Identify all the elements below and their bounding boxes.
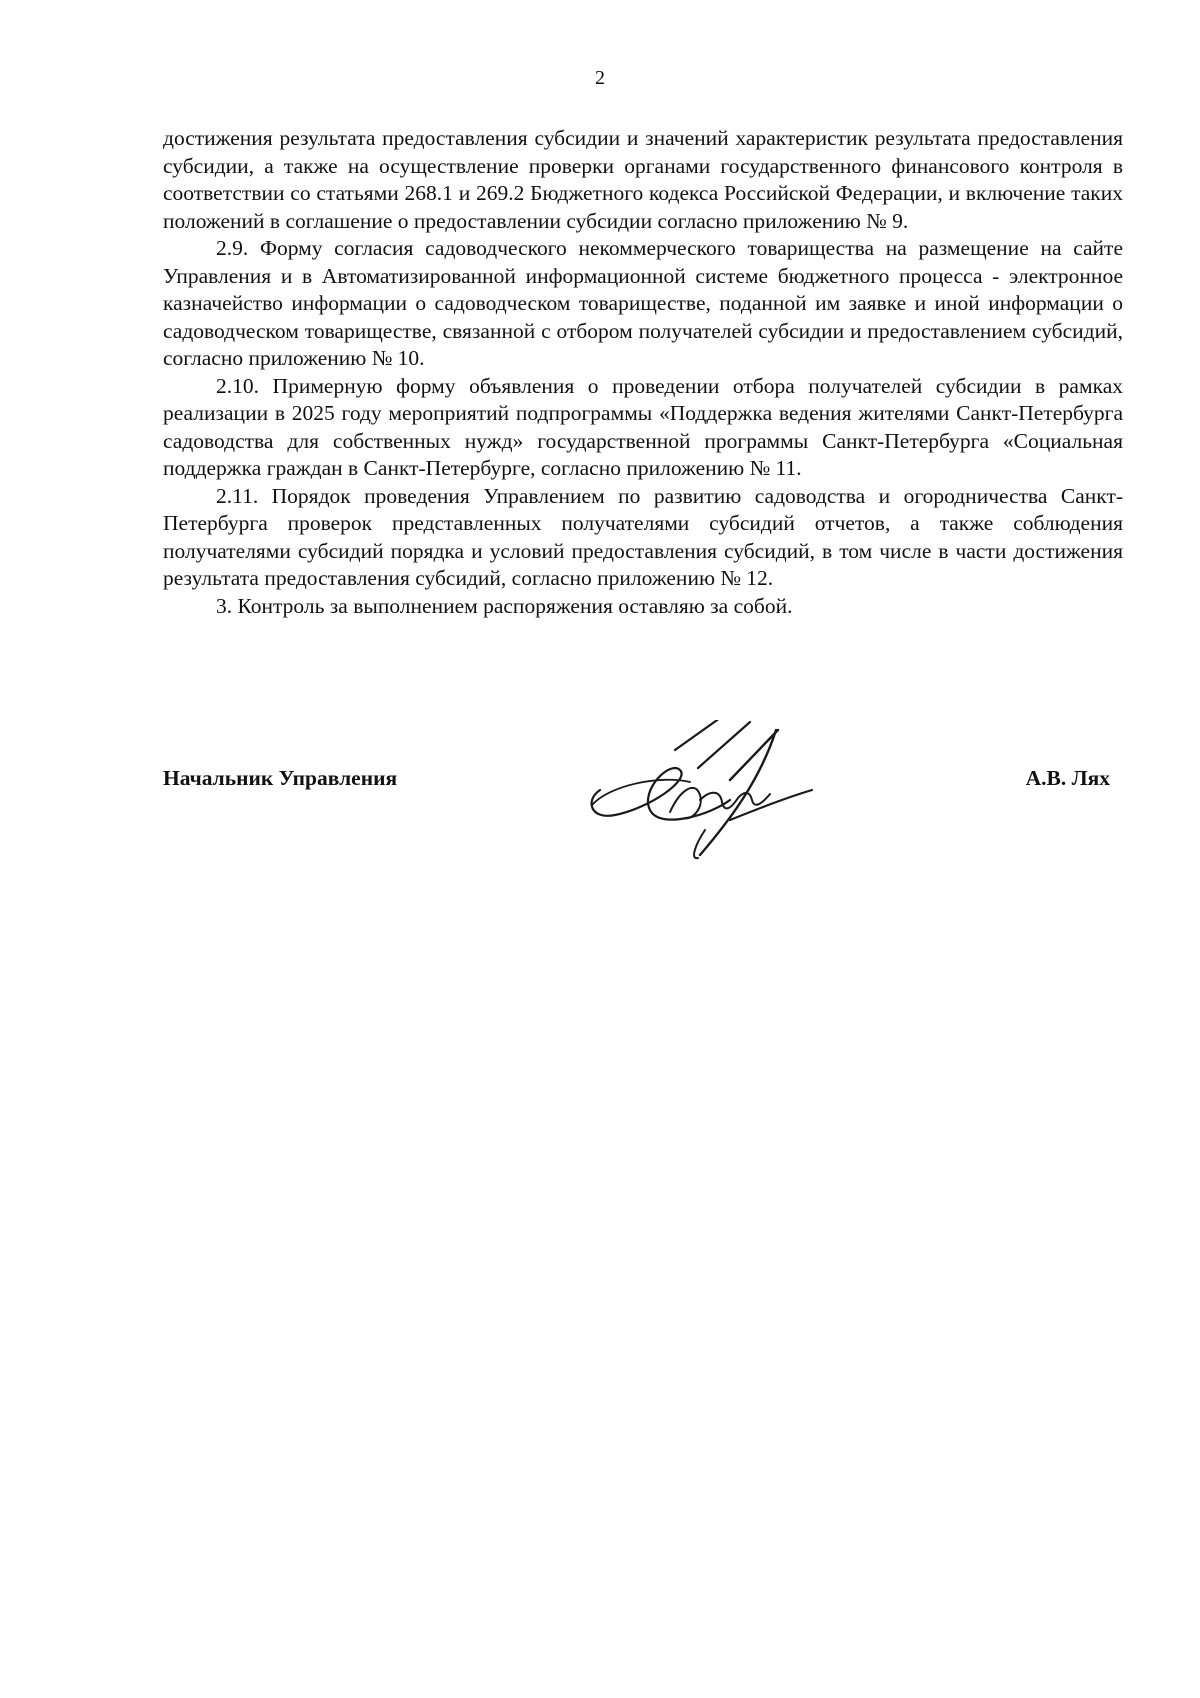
- page-number: 2: [595, 67, 605, 89]
- paragraph-continuation: достижения результата предоставления субсидии и значений характеристик результата предоставления субсидии, а также на осуществление проверки органами государственного финансового контроля в соответствии со статьями 268.1 и 269.2 Бюджетного кодекса Российской Федерации, и включение таких положений в соглашение о предоставлении субсидии согласно приложению № 9.: [163, 126, 1123, 233]
- paragraph-2-11: 2.11. Порядок проведения Управлением по развитию садоводства и огородничества Санкт-Петербурга проверок представленных получателями субсидий отчетов, а также соблюдения получателями субсидий порядка и условий предоставления субсидий, в том числе в части достижения результата предоставления субсидий, согласно приложению № 12.: [163, 483, 1123, 590]
- handwritten-signature: [580, 720, 850, 870]
- paragraph-3: 3. Контроль за выполнением распоряжения оставляю за собой.: [216, 593, 793, 618]
- signatory-name: А.В. Лях: [1025, 766, 1110, 790]
- paragraph-2-9: 2.9. Форму согласия садоводческого некоммерческого товарищества на размещение на сайте Управления и в Автоматизированной информационной системе бюджетного процесса - электронное казначейство информации о садоводческом товариществе, поданной им заявке и иной информации о садоводческом товариществе, связанной с отбором получателей субсидии и предоставлением субсидий, согласно приложению № 10.: [163, 236, 1123, 370]
- paragraph-2-10: 2.10. Примерную форму объявления о проведении отбора получателей субсидии в рамках реализации в 2025 году мероприятий подпрограммы «Поддержка ведения жителями Санкт-Петербурга садоводства для собственных нужд» государственной программы Санкт-Петербурга «Социальная поддержка граждан в Санкт-Петербурге, согласно приложению № 11.: [163, 373, 1123, 480]
- document-body: [163, 125, 1123, 620]
- signature-drawing: [580, 720, 850, 870]
- signatory-title: Начальник Управления: [163, 766, 398, 790]
